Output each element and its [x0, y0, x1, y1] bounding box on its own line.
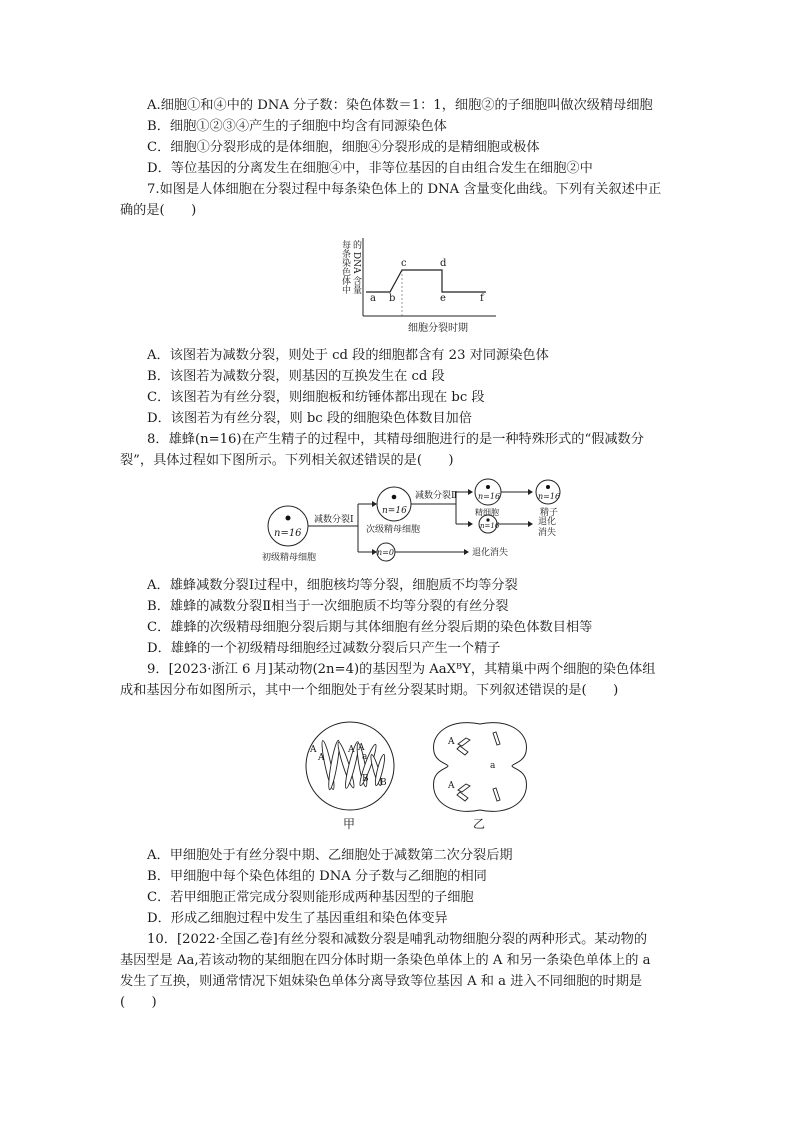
q7-option-b: B．该图若为减数分裂，则基因的互换发生在 cd 段	[147, 369, 445, 384]
q8-option-a: A．雄蜂减数分裂Ⅰ过程中，细胞核均等分裂，细胞质不均等分裂	[147, 578, 518, 593]
q8-primary-cell	[268, 506, 308, 546]
q10-stem-line1: 10．[2022·全国乙卷]有丝分裂和减数分裂是哺乳动物细胞分裂的两种形式。某动物的	[147, 932, 648, 947]
q6-option-d: D．等位基因的分离发生在细胞④中，非等位基因的自由组合发生在细胞②中	[147, 161, 593, 176]
q8-zero-arrowhead	[464, 549, 469, 555]
q7-ylabel-col2: 的 DNA 含量	[351, 240, 361, 295]
q9-option-a: A．甲细胞处于有丝分裂中期、乙细胞处于减数第二次分裂后期	[147, 848, 513, 863]
q8-pseudo-meiosis-figure	[260, 478, 570, 578]
q7-point-e: e	[440, 293, 446, 304]
q9-yi-gene-2: a	[490, 761, 496, 771]
q9-cells-figure	[300, 710, 530, 840]
q8-small-fate-1: 退化	[538, 517, 557, 527]
q8-stem-line1: 8．雄蜂(n=16)在产生精子的过程中，其精母细胞进行的是一种特殊形式的“假减数分	[147, 432, 644, 447]
q9-jia-gene-6: B	[362, 774, 369, 784]
q8-sperm-label: 精子	[540, 508, 559, 518]
q8-meiosis2-label: 减数分裂Ⅱ	[415, 491, 458, 501]
q9-option-d: D．形成乙细胞过程中发生了基因重组和染色体变异	[147, 911, 448, 926]
q9-stem-line1: 9．[2023·浙江 6 月]某动物(2n=4)的基因型为 AaXᴮY，其精巢中两个细胞的染色体组	[147, 662, 656, 677]
q8-zero-fate: 退化消失	[472, 548, 509, 558]
q9-jia-gene-4: a	[362, 752, 368, 762]
q7-option-a: A．该图若为减数分裂，则处于 cd 段的细胞都含有 23 对同源染色体	[147, 348, 549, 363]
q9-jia-gene-1: A	[310, 745, 317, 755]
q8-spermatid-nucleus	[486, 485, 490, 489]
q7-xlabel: 细胞分裂时期	[408, 323, 468, 334]
q8-small-n: n=16	[480, 522, 500, 530]
q8-sperm-n: n=16	[538, 492, 561, 501]
q8-arrowhead-secondary	[372, 501, 377, 507]
q8-small-arrowhead	[528, 521, 533, 527]
q9-jia-gene-2: A	[318, 753, 325, 763]
q8-secondary-nucleus	[392, 495, 397, 500]
q10-stem-line4: ( )	[120, 995, 157, 1010]
q7-option-c: C．该图若为有丝分裂，则细胞板和纺锤体都出现在 bc 段	[147, 390, 485, 405]
q8-primary-nucleus	[286, 516, 291, 521]
q6-option-c: C．细胞①分裂形成的是体细胞，细胞④分裂形成的是精细胞或极体	[147, 140, 540, 155]
q9-yi-label: 乙	[473, 817, 486, 831]
q8-zero-n: n=0	[377, 548, 394, 557]
q6-option-b: B．细胞①②③④产生的子细胞中均含有同源染色体	[147, 119, 447, 134]
q9-yi-cell	[434, 723, 527, 812]
q7-stem-line1: 7.如图是人体细胞在分裂过程中每条染色体上的 DNA 含量变化曲线。下列有关叙述中正	[147, 182, 662, 197]
q7-ylabel-col1: 每条染色体中	[340, 240, 350, 294]
q8-sperm-nucleus	[546, 485, 550, 489]
q7-option-d: D．该图若为有丝分裂，则 bc 段的细胞染色体数目加倍	[147, 411, 472, 426]
q8-secondary-label: 次级精母细胞	[366, 525, 421, 535]
q7-point-b: b	[389, 293, 396, 304]
q6-option-a: A.细胞①和④中的 DNA 分子数：染色体数＝1：1，细胞②的子细胞叫做次级精母细胞	[147, 98, 653, 113]
q7-dna-curve	[366, 270, 486, 292]
q10-stem-line3: 发生了互换，则通常情况下姐妹染色单体分离导致等位基因 A 和 a 进入不同细胞的时期是	[120, 974, 643, 989]
q9-jia-gene-3: A	[348, 745, 355, 755]
q8-stem-line2: 裂”，具体过程如下图所示。下列相关叙述错误的是( )	[120, 453, 454, 468]
q8-option-c: C．雄蜂的次级精母细胞分裂后期与其体细胞有丝分裂后期的染色体数目相等	[147, 620, 593, 635]
q10-stem-line2: 基因型是 Aa,若该动物的某细胞在四分体时期一条染色单体上的 A 和另一条染色单体上的 a	[120, 953, 651, 968]
q8-meiosis1-label: 减数分裂Ⅰ	[314, 515, 354, 525]
q9-yi-gene-3: A	[448, 781, 455, 791]
q9-jia-gene-7: B	[380, 778, 387, 788]
q7-dna-curve-figure	[330, 236, 500, 336]
q7-point-c: c	[401, 258, 407, 269]
q9-jia-gene-5: A	[358, 743, 365, 753]
q8-spermatid-n: n=16	[478, 492, 501, 501]
q8-option-d: D．雄蜂的一个初级精母细胞经过减数分裂后只产生一个精子	[147, 641, 501, 656]
q8-sperm-arrowhead	[528, 489, 533, 495]
q7-point-a: a	[370, 293, 376, 304]
q9-yi-gene-1: A	[448, 737, 455, 747]
q8-m2-arrowhead-bottom	[468, 521, 473, 527]
q8-m2-arrowhead-top	[468, 489, 473, 495]
q8-spermatid-label: 精细胞	[475, 508, 499, 517]
q7-stem-line2: 确的是( )	[120, 203, 197, 218]
q9-option-c: C．若甲细胞正常完成分裂则能形成两种基因型的子细胞	[147, 890, 474, 905]
q8-option-b: B．雄蜂的减数分裂Ⅱ相当于一次细胞质不均等分裂的有丝分裂	[147, 599, 509, 614]
q9-option-b: B．甲细胞中每个染色体组的 DNA 分子数与乙细胞的相同	[147, 869, 487, 884]
q8-small-fate-2: 消失	[538, 528, 557, 538]
q8-primary-n: n=16	[274, 528, 302, 539]
q7-point-f: f	[480, 293, 484, 304]
q7-point-d: d	[440, 258, 447, 269]
q8-primary-label: 初级精母细胞	[262, 553, 317, 563]
q9-jia-label: 甲	[343, 817, 356, 831]
q8-secondary-n: n=16	[382, 506, 407, 516]
q9-stem-line2: 成和基因分布如图所示，其中一个细胞处于有丝分裂某时期。下列叙述错误的是( )	[120, 683, 619, 698]
